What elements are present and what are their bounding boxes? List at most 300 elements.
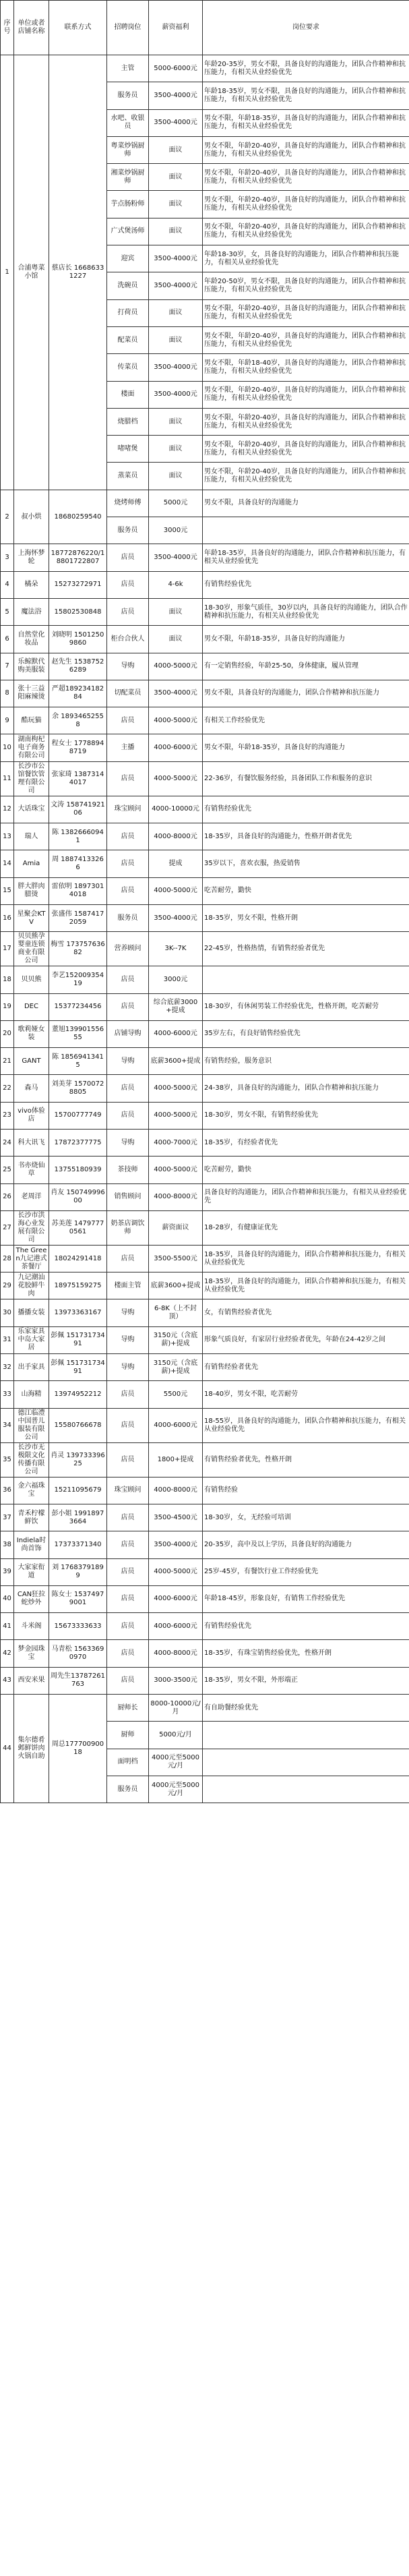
company-name: 乐鲸默代购美服装 xyxy=(14,653,49,680)
table-row xyxy=(1,966,409,993)
job-salary: 面议 xyxy=(149,436,203,463)
job-requirement: 有销售经验优先 xyxy=(203,571,409,598)
job-requirement: 18-35岁，有经验者优先 xyxy=(203,1129,409,1156)
job-requirement: 18-55岁，具备良好的沟通能力，团队合作精神和抗压能力，有相关从业经验优先 xyxy=(203,1408,409,1442)
table-row xyxy=(1,1157,409,1183)
job-requirement: 男女不限，年龄18-35岁，具备良好的沟通能力，团队合作精神和抗压能力，有相关从业经验优先 xyxy=(203,109,409,136)
table-row xyxy=(1,1354,409,1381)
job-title: 配菜员 xyxy=(107,326,149,353)
job-title: 店员 xyxy=(107,707,149,734)
job-salary: 6-8K（上不封顶） xyxy=(149,1299,203,1326)
company-name: 播播女装 xyxy=(14,1299,49,1326)
company-contact: 蔡店长 16686331227 xyxy=(49,55,107,490)
job-salary: 4000-5000元 xyxy=(149,877,203,904)
job-requirement: 18-30岁，男女不限，有销售经验优先 xyxy=(203,1102,409,1129)
job-title: 店员 xyxy=(107,1408,149,1442)
job-requirement: 具备良好的沟通能力，团队合作精神和抗压能力，有相关从业经验优先 xyxy=(203,1183,409,1210)
job-requirement: 男女不限，年龄20-40岁，具备良好的沟通能力，团队合作精神和抗压能力，有相关从业经验优先 xyxy=(203,191,409,218)
job-requirement xyxy=(203,517,409,544)
job-salary: 3K--7K xyxy=(149,932,203,966)
company-index: 32 xyxy=(1,1354,14,1381)
job-salary: 底薪3600+提成 xyxy=(149,1048,203,1075)
company-contact: 陈 18569413415 xyxy=(49,1048,107,1075)
company-contact: 15700777749 xyxy=(49,1102,107,1129)
company-name: 胖大胖肉腊烫 xyxy=(14,877,49,904)
job-requirement: 男女不限，年龄18-35岁，具备良好的沟通能力 xyxy=(203,734,409,761)
job-title: 芋点肠粉师 xyxy=(107,191,149,218)
table-row xyxy=(1,850,409,877)
job-title: 导购 xyxy=(107,653,149,680)
job-requirement: 18-35岁，男女不限，外形端正 xyxy=(203,1667,409,1694)
job-requirement: 男女不限，年龄20-40岁，具备良好的沟通能力，团队合作精神和抗压能力，有相关从业经验优先 xyxy=(203,136,409,163)
job-title: 导购 xyxy=(107,1326,149,1353)
company-index: 15 xyxy=(1,877,14,904)
company-contact: 15211095679 xyxy=(49,1477,107,1504)
company-name: 叔小烘 xyxy=(14,490,49,544)
company-index: 7 xyxy=(1,653,14,680)
table-row xyxy=(1,734,409,761)
company-name: DEC xyxy=(14,993,49,1020)
job-requirement: 18-30岁，女，无经验可培训 xyxy=(203,1504,409,1531)
job-salary: 4000元至5000元/月 xyxy=(149,1776,203,1803)
table-row xyxy=(1,1048,409,1075)
job-salary: 4000-5000元 xyxy=(149,1102,203,1129)
company-index: 18 xyxy=(1,966,14,993)
job-title: 店员 xyxy=(107,1558,149,1585)
job-title: 传菜员 xyxy=(107,354,149,381)
company-index: 12 xyxy=(1,796,14,823)
job-salary: 面议 xyxy=(149,598,203,625)
job-salary: 4000-5000元 xyxy=(149,1075,203,1102)
company-index: 17 xyxy=(1,932,14,966)
company-contact: 18680259540 xyxy=(49,490,107,544)
company-index: 9 xyxy=(1,707,14,734)
table-row xyxy=(1,1504,409,1531)
company-index: 1 xyxy=(1,55,14,490)
job-requirement: 吃苦耐劳，勤快 xyxy=(203,877,409,904)
company-contact: 彭佩 15173173491 xyxy=(49,1354,107,1381)
company-index: 40 xyxy=(1,1585,14,1612)
table-row xyxy=(1,877,409,904)
job-requirement: 男女不限，具备良好的沟通能力，团队合作精神和抗压能力 xyxy=(203,680,409,707)
job-salary: 4000-6000元 xyxy=(149,1020,203,1047)
job-title: 店员 xyxy=(107,571,149,598)
job-title: 主播 xyxy=(107,734,149,761)
job-title: 切配菜员 xyxy=(107,680,149,707)
company-index: 13 xyxy=(1,823,14,850)
job-requirement: 18-35岁，具备良好的沟通能力，团队合作精神和抗压能力，有相关从业经验优先 xyxy=(203,1272,409,1299)
job-title: 销售顾问 xyxy=(107,1183,149,1210)
job-salary: 3500-5500元 xyxy=(149,1245,203,1272)
job-requirement: 年龄18-30岁，女，具备良好的沟通能力，团队合作精神和抗压能力，有相关从业经验优先 xyxy=(203,245,409,272)
company-contact: 严超18923418284 xyxy=(49,680,107,707)
company-index: 4 xyxy=(1,571,14,598)
job-salary: 3000元 xyxy=(149,966,203,993)
job-requirement: 18-35岁，男女不限，性格开朗 xyxy=(203,904,409,931)
company-name: 瑞人 xyxy=(14,823,49,850)
job-salary: 4000-8000元 xyxy=(149,1640,203,1667)
job-salary: 3000-3500元 xyxy=(149,1667,203,1694)
table-row xyxy=(1,932,409,966)
company-name: 森马 xyxy=(14,1075,49,1102)
job-requirement: 35岁左右，有良好销售经验优先 xyxy=(203,1020,409,1047)
company-contact: 13973363167 xyxy=(49,1299,107,1326)
company-contact: 彭小姐 19918973664 xyxy=(49,1504,107,1531)
job-title: 店员 xyxy=(107,1245,149,1272)
company-name: 集尔德肴邺鲜饼肉火锅自助 xyxy=(14,1695,49,1803)
company-contact: 赵先生 15387526289 xyxy=(49,653,107,680)
company-contact: 刘 17683791899 xyxy=(49,1558,107,1585)
job-salary: 3150元（含底薪)+提成 xyxy=(149,1326,203,1353)
job-requirement: 有销售经验者优先，性格开朗 xyxy=(203,1442,409,1477)
job-requirement: 有销售经验优先 xyxy=(203,796,409,823)
company-index: 24 xyxy=(1,1129,14,1156)
job-requirement: 18-30岁，有休闲男装工作经验优先，性格开朗，吃苦耐劳 xyxy=(203,993,409,1020)
table-row xyxy=(1,1326,409,1353)
job-title: 打荷员 xyxy=(107,299,149,326)
company-index: 25 xyxy=(1,1157,14,1183)
table-row xyxy=(1,707,409,734)
job-title: 店员 xyxy=(107,993,149,1020)
company-contact: 文涛 15874192106 xyxy=(49,796,107,823)
job-requirement: 有销售经验 xyxy=(203,1477,409,1504)
table-row xyxy=(1,1183,409,1210)
job-requirement: 男女不限，年龄20-40岁，具备良好的沟通能力，团队合作精神和抗压能力，有相关从业经验优先 xyxy=(203,326,409,353)
job-salary: 面议 xyxy=(149,408,203,435)
table-row xyxy=(1,1299,409,1326)
job-requirement: 有一定销售经验，年龄25-50，身体健康，履从管理 xyxy=(203,653,409,680)
job-requirement: 20-35岁，高中及以上学历，具备良好的沟通能力 xyxy=(203,1531,409,1558)
company-name: CAN狂拉蛇炒外 xyxy=(14,1585,49,1612)
table-row xyxy=(1,823,409,850)
job-requirement: 有相关工作经验优先 xyxy=(203,707,409,734)
company-name: 橘朵 xyxy=(14,571,49,598)
table-row xyxy=(1,1245,409,1272)
company-name: 上海怀梦轮 xyxy=(14,544,49,571)
job-salary: 3500-4000元 xyxy=(149,381,203,408)
job-requirement: 男女不限，具备良好的沟通能力 xyxy=(203,490,409,517)
table-row xyxy=(1,1020,409,1047)
company-contact: 15580766678 xyxy=(49,1408,107,1442)
company-name: 长沙市公馆餐饮管理有限公司 xyxy=(14,761,49,796)
job-salary: 底薪3600+提成 xyxy=(149,1272,203,1299)
company-index: 30 xyxy=(1,1299,14,1326)
job-salary: 4000元至5000元/月 xyxy=(149,1749,203,1776)
table-row xyxy=(1,571,409,598)
company-name: 星聚会KTV xyxy=(14,904,49,931)
table-row xyxy=(1,653,409,680)
company-index: 36 xyxy=(1,1477,14,1504)
job-requirement: 年龄20-50岁，男女不限，具备良好的沟通能力，团队合作精神和抗压能力，有相关从业经验优先 xyxy=(203,272,409,299)
table-row xyxy=(1,490,409,517)
company-index: 23 xyxy=(1,1102,14,1129)
job-salary: 4000-6000元 xyxy=(149,1585,203,1612)
job-salary: 3500-4000元 xyxy=(149,354,203,381)
table-row xyxy=(1,761,409,796)
header-position: 招聘岗位 xyxy=(107,1,149,55)
table-row xyxy=(1,1210,409,1245)
job-salary: 3500-4000元 xyxy=(149,245,203,272)
company-index: 6 xyxy=(1,626,14,653)
company-contact: 15802530848 xyxy=(49,598,107,625)
table-row xyxy=(1,1558,409,1585)
job-requirement: 18-28岁，有健康证优先 xyxy=(203,1210,409,1245)
job-salary: 4000-10000元 xyxy=(149,796,203,823)
company-name: 德江临澧中国普儿服装有限公司 xyxy=(14,1408,49,1442)
job-title: 店员 xyxy=(107,1613,149,1640)
company-index: 8 xyxy=(1,680,14,707)
job-requirement: 18-35岁，具备良好的沟通能力，性格开朗者优先 xyxy=(203,823,409,850)
job-salary: 3500-4000元 xyxy=(149,1531,203,1558)
company-index: 33 xyxy=(1,1381,14,1408)
job-title: 珠宝顾问 xyxy=(107,1477,149,1504)
company-name: Indiela时尚首饰 xyxy=(14,1531,49,1558)
company-name: 书亦烧仙草 xyxy=(14,1157,49,1183)
company-name: vivo体验店 xyxy=(14,1102,49,1129)
company-name: 魔法浴 xyxy=(14,598,49,625)
company-name: 斗米阁 xyxy=(14,1613,49,1640)
company-index: 22 xyxy=(1,1075,14,1102)
company-name: 乐家家具中岛大家居 xyxy=(14,1326,49,1353)
company-name: 自然堂化妆品 xyxy=(14,626,49,653)
job-requirement: 吃苦耐劳，勤快 xyxy=(203,1157,409,1183)
company-contact: 周先生13787261763 xyxy=(49,1667,107,1694)
job-requirement xyxy=(203,966,409,993)
company-contact: 18024291418 xyxy=(49,1245,107,1272)
job-salary: 4000-8000元 xyxy=(149,1183,203,1210)
job-requirement: 有自助餐经验优先 xyxy=(203,1695,409,1722)
company-index: 38 xyxy=(1,1531,14,1558)
job-title: 店员 xyxy=(107,1381,149,1408)
job-requirement: 男女不限，年龄20-40岁，具备良好的沟通能力，团队合作精神和抗压能力，有相关从业经验优先 xyxy=(203,463,409,490)
job-title: 服务员 xyxy=(107,517,149,544)
job-requirement: 形象气质良好，有家居行业经验者优先，年龄在24-42岁之间 xyxy=(203,1326,409,1353)
table-row xyxy=(1,904,409,931)
company-index: 44 xyxy=(1,1695,14,1803)
table-row xyxy=(1,544,409,571)
job-requirement: 男女不限，年龄20-40岁，具备良好的沟通能力，团队合作精神和抗压能力，有相关从业经验优先 xyxy=(203,436,409,463)
company-contact: 15377234456 xyxy=(49,993,107,1020)
company-contact: 13974952212 xyxy=(49,1381,107,1408)
job-requirement: 年龄18-35岁，具备良好的沟通能力，团队合作精神和抗压能力，有相关从业经验优先 xyxy=(203,544,409,571)
company-contact: 张家琦 13873144017 xyxy=(49,761,107,796)
company-contact: 周 18874133266 xyxy=(49,850,107,877)
job-salary: 4000-6000元 xyxy=(149,734,203,761)
job-requirement: 有销售经验者优先 xyxy=(203,1354,409,1381)
job-title: 店铺导购 xyxy=(107,1020,149,1047)
company-name: 九记潮汕花胶鲜牛肉 xyxy=(14,1272,49,1299)
table-row xyxy=(1,1585,409,1612)
company-index: 20 xyxy=(1,1020,14,1047)
job-salary: 4000-8000元 xyxy=(149,1477,203,1504)
table-row xyxy=(1,1129,409,1156)
table-row xyxy=(1,1613,409,1640)
company-name: 长沙市洪海心业发展有限公司 xyxy=(14,1210,49,1245)
company-name: 贝贝熊 xyxy=(14,966,49,993)
company-index: 31 xyxy=(1,1326,14,1353)
job-title: 柜台合伙人 xyxy=(107,626,149,653)
table-row xyxy=(1,1075,409,1102)
job-salary: 3500-4000元 xyxy=(149,82,203,109)
job-salary: 综合底薪3000+提成 xyxy=(149,993,203,1020)
company-contact: 18772876220/18801722807 xyxy=(49,544,107,571)
job-title: 迎宾 xyxy=(107,245,149,272)
job-title: 导购 xyxy=(107,1299,149,1326)
job-title: 店员 xyxy=(107,1585,149,1612)
job-title: 楼面 xyxy=(107,381,149,408)
company-index: 14 xyxy=(1,850,14,877)
company-contact: 马青松 15633690970 xyxy=(49,1640,107,1667)
company-name: 老周洋 xyxy=(14,1183,49,1210)
job-salary: 4000-6000元 xyxy=(149,1408,203,1442)
job-title: 服务员 xyxy=(107,1776,149,1803)
company-name: 歌莉娅女装 xyxy=(14,1020,49,1047)
job-requirement: 18-35岁，具备良好的沟通能力，团队合作精神和抗压能力，有相关从业经验优先 xyxy=(203,1245,409,1272)
company-index: 19 xyxy=(1,993,14,1020)
job-salary: 4000-5000元 xyxy=(149,1558,203,1585)
job-requirement: 男女不限，年龄20-40岁，具备良好的沟通能力，团队合作精神和抗压能力，有相关从业经验优先 xyxy=(203,164,409,191)
job-salary: 面议 xyxy=(149,626,203,653)
company-index: 43 xyxy=(1,1667,14,1694)
table-body xyxy=(1,55,409,1803)
company-name: 酷玩猫 xyxy=(14,707,49,734)
company-contact: 周总17770090018 xyxy=(49,1695,107,1803)
job-title: 烧烤师傅 xyxy=(107,490,149,517)
job-salary: 4000-5000元 xyxy=(149,707,203,734)
company-contact: 17872377775 xyxy=(49,1129,107,1156)
company-name: 大家家衔道 xyxy=(14,1558,49,1585)
job-requirement: 男女不限，年龄18-35岁，具备良好的沟通能力 xyxy=(203,626,409,653)
header-company: 单位或者店铺名称 xyxy=(14,1,49,55)
company-name: 青禾柠檬鲜饮 xyxy=(14,1504,49,1531)
company-contact: 17373371340 xyxy=(49,1531,107,1558)
job-title: 广式煲汤师 xyxy=(107,218,149,245)
job-salary: 面议 xyxy=(149,463,203,490)
company-name: 科大讯飞 xyxy=(14,1129,49,1156)
job-title: 楼面主管 xyxy=(107,1272,149,1299)
job-salary: 面议 xyxy=(149,136,203,163)
job-title: 茶技师 xyxy=(107,1157,149,1183)
company-name: 长沙市无极限文化传播有限公司 xyxy=(14,1442,49,1477)
job-requirement: 女，有销售经验者优先 xyxy=(203,1299,409,1326)
job-title: 厨师长 xyxy=(107,1695,149,1722)
company-contact: 张盛伟 15874172059 xyxy=(49,904,107,931)
company-index: 35 xyxy=(1,1442,14,1477)
job-salary: 面议 xyxy=(149,326,203,353)
company-name: 梦金园珠宝 xyxy=(14,1640,49,1667)
job-title: 湘菜炒锅厨师 xyxy=(107,164,149,191)
job-title: 店员 xyxy=(107,1667,149,1694)
table-row xyxy=(1,1102,409,1129)
job-title: 服务员 xyxy=(107,82,149,109)
job-title: 店员 xyxy=(107,966,149,993)
job-salary: 5000-6000元 xyxy=(149,55,203,82)
table-row xyxy=(1,1272,409,1299)
job-salary: 提成 xyxy=(149,850,203,877)
job-salary: 8000-10000元/月 xyxy=(149,1695,203,1722)
table-row xyxy=(1,1667,409,1694)
table-row xyxy=(1,1381,409,1408)
header-index: 序号 xyxy=(1,1,14,55)
job-title: 珠宝顾问 xyxy=(107,796,149,823)
header-salary: 薪资福利 xyxy=(149,1,203,55)
job-title: 店员 xyxy=(107,1442,149,1477)
job-requirement: 男女不限，年龄20-40岁，具备良好的沟通能力，团队合作精神和抗压能力，有相关从业经验优先 xyxy=(203,299,409,326)
job-salary: 面议 xyxy=(149,299,203,326)
company-contact: 15673333633 xyxy=(49,1613,107,1640)
job-salary: 3500-4000元 xyxy=(149,109,203,136)
job-requirement: 18-30岁，形象气质佳，30岁以内，具备良好的沟通能力，团队合作精神和抗压能力，有相关从业经验优先 xyxy=(203,598,409,625)
job-salary: 3500-4500元 xyxy=(149,1504,203,1531)
job-requirement: 年龄18-45岁，形象良好，有销售工作经验优先 xyxy=(203,1585,409,1612)
job-salary: 4-6k xyxy=(149,571,203,598)
company-contact: 肖灵 13973339625 xyxy=(49,1442,107,1477)
company-name: 贝贝熊孕婴童连锁商业有限公司 xyxy=(14,932,49,966)
job-requirement: 男女不限，年龄18-40岁，具备良好的沟通能力，团队合作精神和抗压能力，有相关从业经验优先 xyxy=(203,354,409,381)
company-index: 26 xyxy=(1,1183,14,1210)
job-salary: 薪资面议 xyxy=(149,1210,203,1245)
job-requirement: 男女不限，年龄20-40岁，具备良好的沟通能力，团队合作精神和抗压能力，有相关从业经验优先 xyxy=(203,218,409,245)
table-row xyxy=(1,1477,409,1504)
table-row xyxy=(1,1531,409,1558)
job-requirement: 年龄18-35岁，男女不限，具备良好的沟通能力，团队合作精神和抗压能力，有相关从业经验优先 xyxy=(203,82,409,109)
company-contact: 梅雪 17375763682 xyxy=(49,932,107,966)
table-row xyxy=(1,993,409,1020)
table-row xyxy=(1,680,409,707)
company-name: 西安米果 xyxy=(14,1667,49,1694)
table-row xyxy=(1,55,409,82)
job-requirement: 有销售经验优先 xyxy=(203,1613,409,1640)
company-contact: 陈 13826660941 xyxy=(49,823,107,850)
job-salary: 1800+提成 xyxy=(149,1442,203,1477)
job-salary: 5500元 xyxy=(149,1381,203,1408)
job-requirement: 22-45岁，性格热情，有销售经验者优先 xyxy=(203,932,409,966)
company-contact: 雷依明 18973014018 xyxy=(49,877,107,904)
company-index: 3 xyxy=(1,544,14,571)
company-contact: 陈女士 15374979001 xyxy=(49,1585,107,1612)
job-title: 店员 xyxy=(107,1075,149,1102)
job-title: 店员 xyxy=(107,1640,149,1667)
company-index: 21 xyxy=(1,1048,14,1075)
job-requirement: 22-36岁，有餐饮服务经验，具备团队工作和服务的意识 xyxy=(203,761,409,796)
job-title: 营养顾问 xyxy=(107,932,149,966)
job-title: 奶茶店调饮师 xyxy=(107,1210,149,1245)
job-title: 服务员 xyxy=(107,904,149,931)
company-contact: 刘美芽 15700728805 xyxy=(49,1075,107,1102)
company-contact: 李艺15200935419 xyxy=(49,966,107,993)
job-title: 面明档 xyxy=(107,1749,149,1776)
job-salary: 3150元（含底薪)+提成 xyxy=(149,1354,203,1381)
job-requirement: 有销售经验，服务意识 xyxy=(203,1048,409,1075)
job-salary: 4000-5000元 xyxy=(149,1157,203,1183)
job-title: 导购 xyxy=(107,1129,149,1156)
company-contact: 18975159275 xyxy=(49,1272,107,1299)
job-salary: 4000-8000元 xyxy=(149,823,203,850)
job-requirement xyxy=(203,1722,409,1749)
job-title: 店员 xyxy=(107,1102,149,1129)
company-index: 42 xyxy=(1,1640,14,1667)
company-contact: 彭佩 15173173491 xyxy=(49,1326,107,1353)
job-salary: 3500-4000元 xyxy=(149,904,203,931)
job-title: 烧腊档 xyxy=(107,408,149,435)
job-salary: 5000元 xyxy=(149,490,203,517)
company-contact: 刘晓明 15012509860 xyxy=(49,626,107,653)
table-row xyxy=(1,1640,409,1667)
job-title: 啫啫煲 xyxy=(107,436,149,463)
table-row xyxy=(1,626,409,653)
company-index: 41 xyxy=(1,1613,14,1640)
job-salary: 3000元 xyxy=(149,517,203,544)
